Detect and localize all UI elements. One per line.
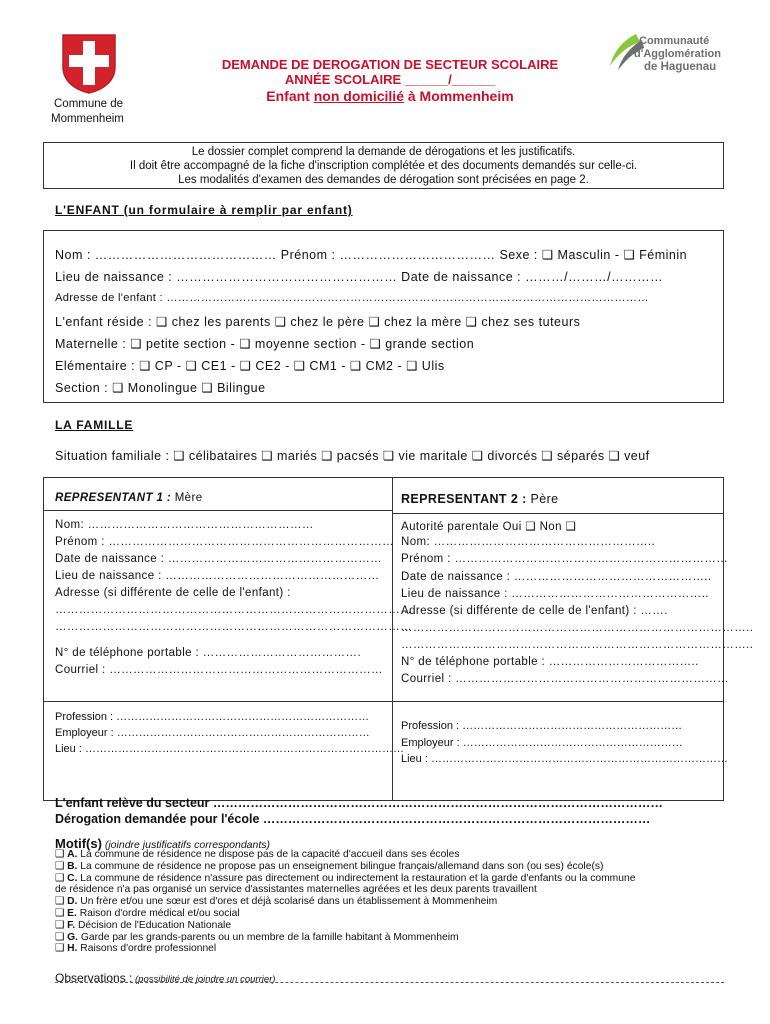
rep1-field-employeur[interactable]: Employeur : …………………………………………………………… xyxy=(55,727,370,739)
enfant-address-row[interactable]: Adresse de l'enfant : ……………………………………………………………………………………………………………… xyxy=(55,292,649,304)
rep1-field-address-label: Adresse (si différente de celle de l'enfant) : xyxy=(55,587,291,599)
rep2-field-email[interactable]: Courriel : …………………………………………………………… xyxy=(401,673,729,685)
motif-d[interactable]: ❑ D. Un frère et/ou une sœur est d'ores et déjà scolarisé dans un établissement à Mommenheim xyxy=(55,896,498,908)
rep2-field-birthplace[interactable]: Lieu de naissance : ………………………………………….. xyxy=(401,588,709,600)
school-year-line: ANNÉE SCOLAIRE ______/______ xyxy=(284,72,496,87)
rep1-title-rest: Mère xyxy=(171,492,203,504)
rep2-title-bold: REPRESENTANT 2 : xyxy=(401,492,527,506)
rep1-field-profession[interactable]: Profession : …………………………………………………………… xyxy=(55,711,370,723)
motif-h[interactable]: ❑ H. Raisons d'ordre professionnel xyxy=(55,943,217,955)
enfant-elementaire-row[interactable]: Elémentaire : ❑ CP - ❑ CE1 - ❑ CE2 - ❑ CM1 - ❑ CM2 - ❑ Ulis xyxy=(55,359,445,373)
checkbox-icon[interactable]: ❑ xyxy=(55,896,65,908)
motif-b[interactable]: ❑ B. La commune de résidence ne propose pas un enseignement bilingue français/allemand dans son (ou ses) école(s) xyxy=(55,860,604,872)
observations-rule xyxy=(55,982,724,983)
rep2-field-nom[interactable]: Nom: ……………………………………………….. xyxy=(401,536,656,548)
rep1-title-divider xyxy=(43,510,392,511)
motifs-heading-text: Motif(s) xyxy=(55,836,102,851)
rep2-field-autorite[interactable]: Autorité parentale Oui ❑ Non ❑ xyxy=(401,521,577,533)
rep2-field-address-line2[interactable]: …………………………………………………………………………….. xyxy=(401,639,754,651)
rep2-title-divider xyxy=(392,513,724,514)
subtitle-part1: Enfant xyxy=(266,88,314,104)
rep2-job-divider xyxy=(392,701,724,702)
famille-heading: LA FAMILLE xyxy=(55,418,134,432)
enfant-section-row[interactable]: Section : ❑ Monolingue ❑ Bilingue xyxy=(55,381,266,395)
enfant-residence-row[interactable]: L'enfant réside : ❑ chez les parents ❑ chez le père ❑ chez la mère ❑ chez ses tuteurs xyxy=(55,315,581,329)
rep2-field-phone[interactable]: N° de téléphone portable : ……………………………….. xyxy=(401,656,699,668)
commune-name-line1: Commune de xyxy=(54,98,124,110)
observations-label[interactable] xyxy=(55,969,275,987)
cah-logo xyxy=(606,32,726,82)
secteur-line[interactable]: L'enfant relève du secteur ……………………………………………………………………………………………… xyxy=(55,796,663,810)
checkbox-icon[interactable]: ❑ xyxy=(55,919,65,931)
rep1-field-birthplace[interactable]: Lieu de naissance : ……………………………………………… xyxy=(55,570,380,582)
ecole-line[interactable]: Dérogation demandée pour l'école ………………………………………………………………………………… xyxy=(55,812,651,826)
intro-line2: Il doit être accompagné de la fiche d'inscription complétée et des documents demandés sur celle-ci. xyxy=(129,160,638,172)
enfant-maternelle-row[interactable]: Maternelle : ❑ petite section - ❑ moyenne section - ❑ grande section xyxy=(55,337,475,351)
rep1-field-phone[interactable]: N° de téléphone portable : …………………………………. xyxy=(55,647,362,659)
rep2-field-birthdate[interactable]: Date de naissance : ………………………………………….. xyxy=(401,571,712,583)
commune-shield xyxy=(61,33,117,95)
motif-c[interactable]: ❑ C. La commune de résidence n'assure pas directement ou indirectement la restauration et la garde d'enfants ou la commune xyxy=(55,872,636,884)
rep2-field-lieu[interactable]: Lieu : ……………………………………………………………………… xyxy=(401,753,728,765)
rep1-field-birthdate[interactable]: Date de naissance : ……………………………………………… xyxy=(55,553,383,565)
rep1-title xyxy=(55,492,203,504)
rep2-field-address-line1[interactable]: …………………………………………………………………………….. xyxy=(401,622,754,634)
observations-note: (possibilité de joindre un courrier) xyxy=(132,974,276,985)
rep1-field-email[interactable]: Courriel : …………………………………………………………… xyxy=(55,664,383,676)
subtitle-part3: à Mommenheim xyxy=(403,88,514,104)
intro-line3: Les modalités d'examen des demandes de dérogation sont précisées en page 2. xyxy=(178,174,589,186)
rep1-job-divider xyxy=(43,701,392,702)
rep1-field-address-line1[interactable]: ……………………………………………………………………………… xyxy=(55,604,412,616)
intro-line1: Le dossier complet comprend la demande de dérogations et les justificatifs. xyxy=(191,146,576,158)
rep1-field-prenom[interactable]: Prénom : ……………………………………………………………… xyxy=(55,536,395,548)
famille-situation-row[interactable]: Situation familiale : ❑ célibataires ❑ mariés ❑ pacsés ❑ vie maritale ❑ divorcés ❑ séparés ❑ veuf xyxy=(55,449,650,463)
rep1-field-lieu[interactable]: Lieu : …………………………………………………………………………… xyxy=(55,743,404,755)
form-subtitle xyxy=(180,88,600,104)
enfant-heading: L'ENFANT (un formulaire à remplir par enfant) xyxy=(55,203,353,217)
enfant-name-row[interactable]: Nom : …………………………………… Prénom : ……………………………… Sexe : ❑ Masculin - ❑ Féminin xyxy=(55,248,688,262)
rep1-field-nom[interactable]: Nom: ………………………………………………… xyxy=(55,519,314,531)
motifs-heading-note: (joindre justificatifs correspondants) xyxy=(101,839,271,851)
form-title: DEMANDE DE DEROGATION DE SECTEUR SCOLAIRE xyxy=(221,57,559,72)
motif-e[interactable]: ❑ E. Raison d'ordre médical et/ou social xyxy=(55,907,240,919)
rep2-field-employeur[interactable]: Employeur : …………………………………………………… xyxy=(401,737,683,749)
checkbox-icon[interactable]: ❑ xyxy=(55,860,65,872)
cah-logo-text2: d'Agglomération xyxy=(634,48,721,60)
checkbox-icon[interactable]: ❑ xyxy=(55,943,65,955)
motif-g[interactable]: ❑ G. Garde par les grands-parents ou un membre de la famille habitant à Mommenheim xyxy=(55,931,459,943)
rep2-field-prenom[interactable]: Prénom : …………………………………………………………… xyxy=(401,553,729,565)
checkbox-icon[interactable]: ❑ xyxy=(55,931,65,943)
rep1-title-bold: REPRESENTANT 1 : xyxy=(55,492,172,504)
commune-name-line2: Mommenheim xyxy=(51,113,124,125)
motif-f[interactable]: ❑ F. Décision de l'Education Nationale xyxy=(55,919,232,931)
rep2-field-address-label[interactable]: Adresse (si différente de celle de l'enfant) : ……. xyxy=(401,605,668,617)
rep2-title xyxy=(401,492,559,506)
observations-text: Observations : xyxy=(55,971,133,985)
checkbox-icon[interactable]: ❑ xyxy=(55,872,65,884)
intro-box xyxy=(43,142,724,189)
rep2-title-rest: Père xyxy=(526,492,559,506)
cah-logo-text1: Communauté xyxy=(639,35,710,47)
checkbox-icon[interactable]: ❑ xyxy=(55,907,65,919)
cah-logo-text3: de Haguenau xyxy=(644,61,717,73)
motif-list xyxy=(55,849,635,955)
subtitle-underlined: non domicilié xyxy=(313,88,404,104)
motif-a[interactable]: ❑ A. La commune de résidence ne dispose pas de la capacité d'accueil dans ses écoles xyxy=(55,849,460,860)
rep1-field-address-line2[interactable]: ……………………………………………………………………………… xyxy=(55,621,412,633)
checkbox-icon[interactable]: ❑ xyxy=(55,849,65,860)
motif-c-continued: de résidence n'a pas organisé un service d'assistantes maternelles agréées et les deux parents travaillent xyxy=(55,884,537,896)
enfant-birth-row[interactable]: Lieu de naissance : …………………………………………… Date de naissance : ………/………/………… xyxy=(55,270,664,284)
rep2-field-profession[interactable]: Profession : …………………………………………………… xyxy=(401,720,683,732)
